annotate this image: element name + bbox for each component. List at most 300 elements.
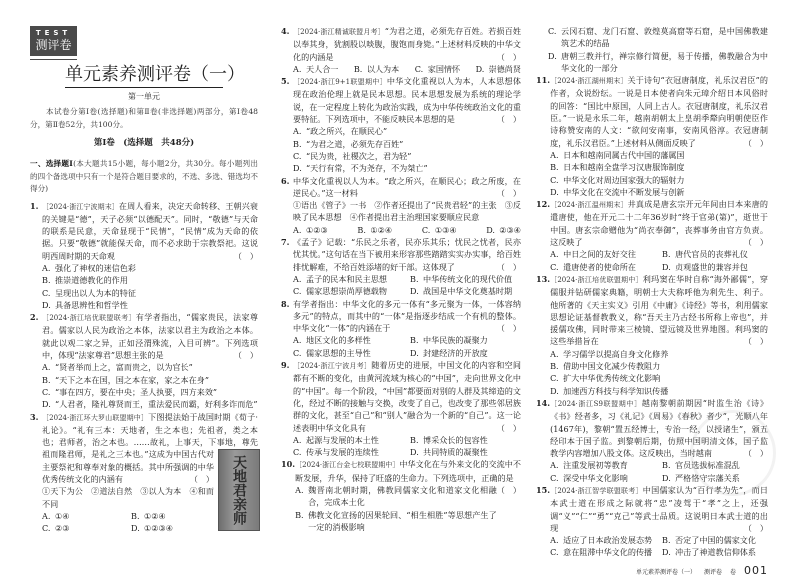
answer-bracket[interactable]: （ ） <box>496 187 521 198</box>
option-a[interactable] <box>42 262 258 274</box>
option-c[interactable] <box>293 150 521 162</box>
option-text: 严格恪守宗藩关系 <box>675 472 740 483</box>
question-source: ［2024·浙江湖州期末］ <box>550 77 628 86</box>
question-body <box>42 411 258 535</box>
option-a[interactable] <box>550 149 768 161</box>
question-14 <box>536 397 768 484</box>
option-c[interactable] <box>293 285 404 297</box>
option-text: 地区文化的多样性 <box>306 335 371 346</box>
option-a[interactable] <box>42 361 258 373</box>
option-text: “人君者，隆礼尊贤而王，重法爱民而霸，好利多诈而危” <box>55 399 258 410</box>
option-c[interactable] <box>293 347 404 359</box>
answer-bracket[interactable]: （ ） <box>496 484 521 495</box>
option-c[interactable] <box>550 472 656 484</box>
option-a[interactable] <box>550 459 656 471</box>
option-b[interactable] <box>410 273 521 285</box>
option-text: 儒家思想崇尚厚德载物 <box>306 286 387 297</box>
option-b[interactable] <box>410 434 521 446</box>
question-stem <box>550 74 768 149</box>
question-15 <box>536 484 768 559</box>
option-letter: D. <box>410 347 419 358</box>
option-letter: D. <box>550 186 559 197</box>
question-source: ［2024·浙江培优联盟联考］ <box>42 314 136 323</box>
stem-text: 随着历史的进展，中国文化的内容和空间都有不断的变化，由黄河流域为核心的“中国”，走向世界文化中的“中国”。每一个阶段，“中国”都要面对别的人群及其缔造的文化，经过不断的接触与交换，改变了自己，也改变了那些邻居族群的文化，甚至“自己”和“别人”融合为一个新的“自己”。这一论述表明中华文化具有 <box>293 360 521 433</box>
options-group <box>550 149 768 198</box>
option-text: ①②④ <box>144 510 166 521</box>
options-group <box>42 262 258 311</box>
option-text: 孟子的民本和民主思想 <box>306 273 387 284</box>
option-letter: A. <box>42 262 51 273</box>
question-source: ［2024·浙江宁波期末］ <box>42 202 119 211</box>
option-text: 共同特质的凝聚性 <box>423 447 488 458</box>
question-body <box>42 200 258 312</box>
question-body <box>550 397 768 484</box>
question-5 <box>281 75 521 174</box>
option-text: 注重发展初等教育 <box>563 460 628 471</box>
logo-bottom-text: 测评卷 <box>35 38 72 52</box>
option-b[interactable] <box>354 63 399 75</box>
option-b[interactable] <box>662 534 768 546</box>
question-source: ［2024·浙江培优联盟期中］ <box>550 275 643 284</box>
option-letter: C. <box>550 174 559 185</box>
option-letter: A. <box>293 63 302 74</box>
question-7 <box>281 236 521 297</box>
question-body <box>293 236 521 297</box>
stem-text: 利玛窦在华时自称“海外鄙儒”，穿儒服并钻研儒家典籍，明朝士大夫称呼他为利先生、利子。他所著的《天主实义》引用《中庸》《诗经》等书，利用儒家思想论证基督教教义，称“吾天主乃古经书所称上帝也”，并援儒攻佛，同时带来三棱镜、望远镜及世界地图。利玛窦的这些举措旨在 <box>550 273 769 347</box>
answer-bracket[interactable]: （ ） <box>496 51 521 62</box>
option-text: ①③④ <box>434 224 457 235</box>
stem-text: 井真成是唐玄宗开元年间由日本来唐的遣唐使，他在开元二十二年36岁时“终于官弟(第)”，逝世于中国。唐玄宗命赠他为“尚衣奉御”，丧葬事务由官方负责。这反映了 <box>550 199 768 248</box>
footer-label: 测评卷 <box>703 568 722 576</box>
question-number: 6. <box>281 175 290 186</box>
stem-text: 《孟子》记载：“乐民之乐者，民亦乐其乐；忧民之忧者，民亦忧其忧。”这句话在当下被用来形容那些踏踏实实办实事，给百姓排忧解难，不给百姓添堵的好干部。这体现了 <box>293 237 521 272</box>
option-b[interactable] <box>550 161 768 173</box>
question-number: 12. <box>536 199 551 210</box>
option-text: 强化了神权的迷信色彩 <box>55 262 136 273</box>
answer-bracket[interactable]: （ ） <box>496 323 521 334</box>
option-text: 魏晋南北朝时期，佛教同儒家文化和道家文化相融合，完成本土化 <box>308 484 497 508</box>
option-letter: C. <box>550 547 559 558</box>
option-text: 唐朝三教并行，禅宗修行简便，易于传播，佛教融合为中华文化的一部分 <box>561 50 768 73</box>
option-letter: B. <box>42 275 51 286</box>
question-stem <box>550 484 768 534</box>
option-letter: A. <box>295 484 304 495</box>
option-d[interactable] <box>662 472 768 484</box>
option-letter: A. <box>550 460 559 471</box>
option-text: 唐代官员的丧葬礼仪 <box>675 249 748 260</box>
question-body <box>293 359 521 458</box>
question-number: 11. <box>536 75 551 86</box>
question-source: ［2024·浙江宁波月考］ <box>293 362 372 371</box>
options-group <box>293 434 521 459</box>
option-d[interactable] <box>548 50 768 75</box>
column-1 <box>30 26 258 535</box>
option-letter: C. <box>550 261 559 272</box>
option-letter: A. <box>42 362 51 373</box>
stem-text: 中华文化重视以人为本。“政之所兴，在顺民心；政之所废，在逆民心。”这一材料 <box>293 175 521 198</box>
stem-text: 有学者指出：中华文化的多元一体有“多元聚为一体，一体容纳多元”的特点，而其中的“一体”是指逐步结成一个有机的整体。中华文化“一体”的内涵在于 <box>293 298 521 334</box>
answer-bracket[interactable]: （ ） <box>496 422 521 433</box>
option-d[interactable] <box>42 299 258 311</box>
question-number: 1. <box>30 200 39 211</box>
answer-bracket[interactable]: （ ） <box>743 237 768 248</box>
question-9 <box>281 359 521 458</box>
question-source: ［2024·浙江智学联盟联考］ <box>550 486 643 495</box>
option-text: ①④ <box>55 510 70 521</box>
option-text: 遣唐使者的使命所在 <box>563 261 636 272</box>
option-letter: C. <box>550 472 559 483</box>
option-text: 儒家思想的主导性 <box>306 347 371 358</box>
footer-title: 单元素养测评卷（一） <box>635 568 696 576</box>
option-letter: A. <box>293 434 302 445</box>
question-source: ［2024·浙江温州期末］ <box>550 201 628 210</box>
question-body <box>42 311 258 410</box>
option-text: 意在阻滞中华文化的传播 <box>563 547 653 558</box>
option-a[interactable] <box>293 224 328 236</box>
question-number: 4. <box>281 26 290 36</box>
option-b[interactable] <box>293 138 521 150</box>
option-letter: C. <box>548 26 557 36</box>
option-text: “天行有常，不为尧存，不为桀亡” <box>306 163 428 174</box>
option-text: “民为贵，社稷次之，君为轻” <box>306 150 412 161</box>
option-letter: C. <box>414 63 424 74</box>
option-text: 冲击了神道教信仰体系 <box>675 547 756 558</box>
options-group <box>550 348 768 397</box>
option-c[interactable] <box>42 386 258 398</box>
answer-bracket[interactable]: （ ） <box>233 350 258 361</box>
stem-text: 中华文化重视以人为本，人本思想体现在政治伦理上就是民本思想。民本思想发展为系统的理论学说，在一定程度上转化为政治实践，成为中华传统政治文化的重要特征。下列选项中，不能反映民本思想的是 <box>293 76 521 125</box>
stem-text: 中华文化在与外来文化的交流中不断发展，升华，保持了旺盛的生命力。下列选项中，正确的是 <box>295 459 521 483</box>
question-number: 7. <box>281 237 290 248</box>
question-stem <box>42 200 258 262</box>
option-letter: A. <box>550 249 559 260</box>
question-number: 8. <box>281 298 290 309</box>
option-letter: D. <box>131 523 140 534</box>
option-letter: B. <box>357 224 366 235</box>
question-stem <box>42 311 258 361</box>
stem-text: 下图提法始于战国时期《荀子·礼论》。“礼有三本：天地者，生之本也；先祖者，类之本也；君师者，治之本也。……故礼，上事天，下事地，尊先祖而隆君 <box>42 411 258 460</box>
option-text: 适应了日本政治发展态势 <box>563 535 653 546</box>
option-letter: C. <box>42 523 51 534</box>
option-text: ②③ <box>55 523 70 534</box>
option-letter: D. <box>293 163 302 174</box>
option-d[interactable] <box>486 224 521 236</box>
option-a[interactable] <box>293 334 404 346</box>
option-c[interactable] <box>550 174 768 186</box>
option-text: “贤者举而上之，富而贵之，以为官长” <box>55 362 193 373</box>
option-a[interactable] <box>550 534 656 546</box>
option-letter: A. <box>42 510 51 521</box>
option-letter: B. <box>662 249 671 260</box>
question-2 <box>30 311 258 410</box>
option-d[interactable] <box>410 446 521 458</box>
stem-text: 师，是礼之三本也。”这成为中国古代对主要祭祀和尊奉对象的概括。其中所强调的中华优秀传统文化的内涵有 <box>42 449 214 485</box>
question-body <box>295 458 521 533</box>
question-3 <box>30 411 258 535</box>
question-stem <box>293 175 521 200</box>
question-8 <box>281 298 521 359</box>
column-2 <box>281 25 521 533</box>
option-text: 官员选拔标准混乱 <box>675 460 740 471</box>
question-continuation <box>536 25 768 74</box>
column-3-questions <box>536 25 768 559</box>
answer-bracket[interactable]: （ ） <box>743 137 768 148</box>
section-heading <box>30 158 258 196</box>
stem-text: 有学者指出，“儒家贵民，法家尊君。儒家以人民为政治之本体，法家以君主为政治之本体。就此以观二家之异，正如泾渭殊流，入目可辨”。下列选项中，体现“法家尊君”思想主张的是 <box>42 312 258 361</box>
option-text: 战国是中华文化奠基时期 <box>423 286 513 297</box>
option-letter: B. <box>550 361 559 372</box>
paper-title: 单元素养测评卷（一） <box>65 64 223 88</box>
options-group <box>42 510 214 535</box>
option-c[interactable] <box>293 446 404 458</box>
option-letter: D. <box>410 447 419 458</box>
option-d[interactable] <box>410 347 521 359</box>
option-letter: D. <box>662 472 671 483</box>
option-d[interactable] <box>550 186 768 198</box>
option-a[interactable] <box>295 484 497 509</box>
option-text: 具备思辨性和哲学性 <box>55 299 128 310</box>
option-letter: D. <box>42 399 51 410</box>
question-number: 2. <box>30 312 39 323</box>
option-a[interactable] <box>42 510 125 522</box>
question-number: 15. <box>536 484 551 495</box>
statement-list: ①语出《管子》一书 ②作者还提出了“民贵君轻”的主张 ③反映了民本思想 ④作者提出君主治理国家要顺应民意 <box>293 200 521 223</box>
question-stem <box>293 236 521 273</box>
options-group <box>42 361 258 410</box>
option-letter: D. <box>410 286 419 297</box>
answer-bracket[interactable]: （ ） <box>743 448 768 459</box>
options-group <box>293 63 521 75</box>
answer-bracket[interactable]: （ ） <box>743 336 768 347</box>
question-source: ［2024·浙江9+1联盟期中］ <box>293 78 387 87</box>
option-letter: C. <box>42 287 51 298</box>
question-body <box>293 75 521 174</box>
option-d[interactable] <box>550 385 768 397</box>
option-c[interactable] <box>415 63 460 75</box>
options-group <box>293 273 521 298</box>
option-letter: A. <box>293 273 302 284</box>
option-text: 佛教文化宣扬的因果轮回、“相生相胜”等思想产生了一定的消极影响 <box>308 509 497 532</box>
option-letter: C. <box>293 347 302 358</box>
option-text: 崇德尚贤 <box>488 63 521 74</box>
test-logo <box>30 26 77 56</box>
option-letter: C. <box>293 447 302 458</box>
question-stem <box>293 75 521 125</box>
option-a[interactable] <box>293 63 338 75</box>
option-letter: D. <box>662 547 671 558</box>
question-10 <box>281 458 521 533</box>
stem-text: 在周人看来，决定天命转移、王朝兴衰的关键是“德”，天子必须“以德配天”。同时，“敬德”与天命的联系是民意，天命显现于“民情”，“民情”成为天命的依据。只要“敬德”就能保天命，而不必求助于宗教祭祀。这说明西周时期的天命观 <box>42 200 258 261</box>
option-b[interactable] <box>295 509 497 534</box>
option-text: 学习儒学以提高自身文化修养 <box>563 348 669 359</box>
option-c[interactable] <box>550 546 656 558</box>
option-b[interactable] <box>410 334 521 346</box>
option-letter: B. <box>410 434 419 445</box>
part-heading: 第Ⅰ卷 (选择题 共48分) <box>93 138 195 148</box>
option-letter: A. <box>550 535 559 546</box>
question-number: 14. <box>536 397 551 408</box>
option-b[interactable] <box>662 459 768 471</box>
section-label: 一、选择题Ⅰ <box>30 159 74 168</box>
answer-bracket[interactable]: （ ） <box>189 474 214 485</box>
options-group <box>295 484 497 533</box>
page-number: 001 <box>744 563 768 577</box>
option-text: “政之所兴，在顺民心” <box>306 126 388 137</box>
option-letter: C. <box>293 286 302 297</box>
option-b[interactable] <box>357 224 392 236</box>
option-d[interactable] <box>662 546 768 558</box>
option-a[interactable] <box>293 273 404 285</box>
question-body <box>550 198 768 273</box>
option-d[interactable] <box>131 522 214 534</box>
option-text: 中华文化对周边国家强大的辐射力 <box>563 174 685 185</box>
option-text: ①②④ <box>370 224 393 235</box>
option-b[interactable] <box>131 510 214 522</box>
option-text: 否定了中国的儒家文化 <box>675 535 756 546</box>
stem-text: “为君之道，必须先存百姓。若损百姓以奉其身，犹割股以啖腹，腹饱而身毙。”上述材料反映的中华文化的内涵是 <box>293 26 521 62</box>
option-d[interactable] <box>293 162 521 174</box>
option-text: “为君之道，必须先存百姓” <box>306 138 404 149</box>
question-6 <box>281 175 521 236</box>
option-c[interactable] <box>550 372 768 384</box>
option-text: 封建经济的开放度 <box>423 347 488 358</box>
option-c[interactable] <box>42 287 258 299</box>
option-text: 中华传统文化的现代价值 <box>423 273 513 284</box>
question-number: 13. <box>536 273 551 284</box>
question-source: ［2024·浙江S9联盟期中］ <box>550 399 642 408</box>
option-d[interactable] <box>662 261 768 273</box>
question-body <box>293 298 521 359</box>
question-body <box>293 175 521 236</box>
option-letter: D. <box>475 63 485 74</box>
option-text: 日本和越南全盘学习汉唐服饰制度 <box>563 162 685 173</box>
option-letter: B. <box>550 162 559 173</box>
options-group <box>550 459 768 484</box>
question-13 <box>536 273 768 397</box>
option-text: 日本和越南同属古代中国的藩属国 <box>563 149 685 160</box>
question-body <box>293 25 521 75</box>
option-text: 博采众长的包容性 <box>423 434 488 445</box>
question-source: ［2024·浙江环大罗山联盟期中］ <box>42 413 149 422</box>
option-letter: B. <box>131 510 140 521</box>
option-d[interactable] <box>42 398 258 410</box>
question-stem <box>550 397 768 459</box>
option-c[interactable] <box>42 522 125 534</box>
stem-text: 关于诗句“衣冠唐制度，礼乐汉君臣”的作者，众说纷纭。一说是日本使者向朱元璋介绍日本风俗时的回答：“国比中原国，人同上古人。衣冠唐制度，礼乐汉君臣。”一说是永乐二年，越南胡朝太上皇胡季犛向明朝使臣作诗称赞安南的人文：“欲问安南事，安南风俗淳。衣冠唐制度，礼乐汉君臣。”上述材料从侧面反映了 <box>550 75 768 148</box>
option-text: 天人合一 <box>306 63 339 74</box>
option-letter: B. <box>662 535 671 546</box>
option-letter: C. <box>421 224 431 235</box>
answer-bracket[interactable]: （ ） <box>496 261 521 272</box>
options-group <box>293 334 521 359</box>
option-text: “天下之本在国，国之本在家，家之本在身” <box>55 374 209 385</box>
footer-sub: 卷 <box>729 568 736 576</box>
option-text: 中华文化在交流中不断发展与创新 <box>563 186 685 197</box>
question-stem <box>293 359 521 434</box>
option-a[interactable] <box>293 434 404 446</box>
option-letter: A. <box>293 126 302 137</box>
answer-bracket[interactable]: （ ） <box>233 250 258 261</box>
question-stem <box>550 198 768 248</box>
question-stem <box>550 273 768 348</box>
question-source: ［2024·浙江台金七校联盟期中］ <box>295 461 400 470</box>
question-number: 3. <box>30 411 39 422</box>
option-c[interactable] <box>550 261 656 273</box>
option-letter: B. <box>295 509 304 520</box>
option-text: 家国情怀 <box>427 63 461 74</box>
option-a[interactable] <box>550 248 656 260</box>
option-letter: C. <box>42 386 51 397</box>
option-d[interactable] <box>476 63 521 75</box>
option-letter: B. <box>293 138 302 149</box>
option-letter: B. <box>410 273 419 284</box>
option-text: 以人为本 <box>366 63 400 74</box>
option-b[interactable] <box>42 274 258 286</box>
question-body <box>550 74 768 198</box>
question-body <box>550 273 768 397</box>
option-letter: D. <box>662 261 671 272</box>
logo-top-text: TEST <box>35 29 72 37</box>
page-footer <box>536 565 768 579</box>
option-letter: C. <box>293 150 302 161</box>
answer-bracket[interactable]: （ ） <box>496 114 521 125</box>
options-group <box>550 534 768 559</box>
question-4 <box>281 25 521 75</box>
statement-list: ①天下为公 ②道法自然 ③以人为本 ④和而不同 <box>42 486 214 509</box>
option-text: 呈现出以人为本的特征 <box>55 287 136 298</box>
option-letter: B. <box>662 460 671 471</box>
options-group <box>548 25 768 74</box>
option-b[interactable] <box>42 374 258 386</box>
option-c[interactable] <box>548 25 768 50</box>
logo-underline <box>30 59 77 60</box>
section-note: (本大题共15小题，每小题2分，共30分。每小题列出的四个备选项中只有一个是符合题目要求的，不选、多选、错选均不得分) <box>30 159 258 193</box>
option-b[interactable] <box>662 248 768 260</box>
question-11 <box>536 74 768 198</box>
option-text: 中华民族的凝聚力 <box>423 335 488 346</box>
option-letter: B. <box>42 374 51 385</box>
option-text: 起源与发展的本土性 <box>306 434 379 445</box>
option-c[interactable] <box>422 224 457 236</box>
question-stem <box>293 25 521 63</box>
option-text: 推崇道德教化的作用 <box>55 275 128 286</box>
option-letter: A. <box>293 335 302 346</box>
question-number: 9. <box>281 360 290 371</box>
option-text: ①②③④ <box>144 523 174 534</box>
answer-bracket[interactable]: （ ） <box>743 522 768 533</box>
option-text: 传承与发展的连续性 <box>306 447 379 458</box>
question-1 <box>30 200 258 312</box>
tablet-image: 天地君亲师 <box>218 449 260 531</box>
stem-text: 中国儒家认为“百行孝为先”，而日本武士道在形成之际就将“忠”凌驾于“孝”之上，还强调“义”“仁”“勇”“克己”等武士品质。这说明日本武士道的出现 <box>550 484 769 533</box>
options-group <box>550 248 768 273</box>
option-letter: A. <box>550 149 559 160</box>
option-letter: A. <box>293 224 302 235</box>
option-letter: C. <box>550 373 559 384</box>
option-text: 贞观盛世的兼容并包 <box>675 261 748 272</box>
option-letter: B. <box>410 335 419 346</box>
option-text: “事在四方，要在中央；圣人执要，四方来效” <box>55 386 218 397</box>
option-b[interactable] <box>550 360 768 372</box>
option-letter: B. <box>353 63 363 74</box>
question-source: ［2024·浙江精诚联盟月考］ <box>293 28 385 36</box>
option-a[interactable] <box>293 125 521 137</box>
option-text: 加速西方科技与科学知识传播 <box>563 385 669 396</box>
option-d[interactable] <box>410 285 521 297</box>
question-stem <box>293 298 521 335</box>
option-a[interactable] <box>550 348 768 360</box>
option-text: ②③④ <box>499 224 521 235</box>
